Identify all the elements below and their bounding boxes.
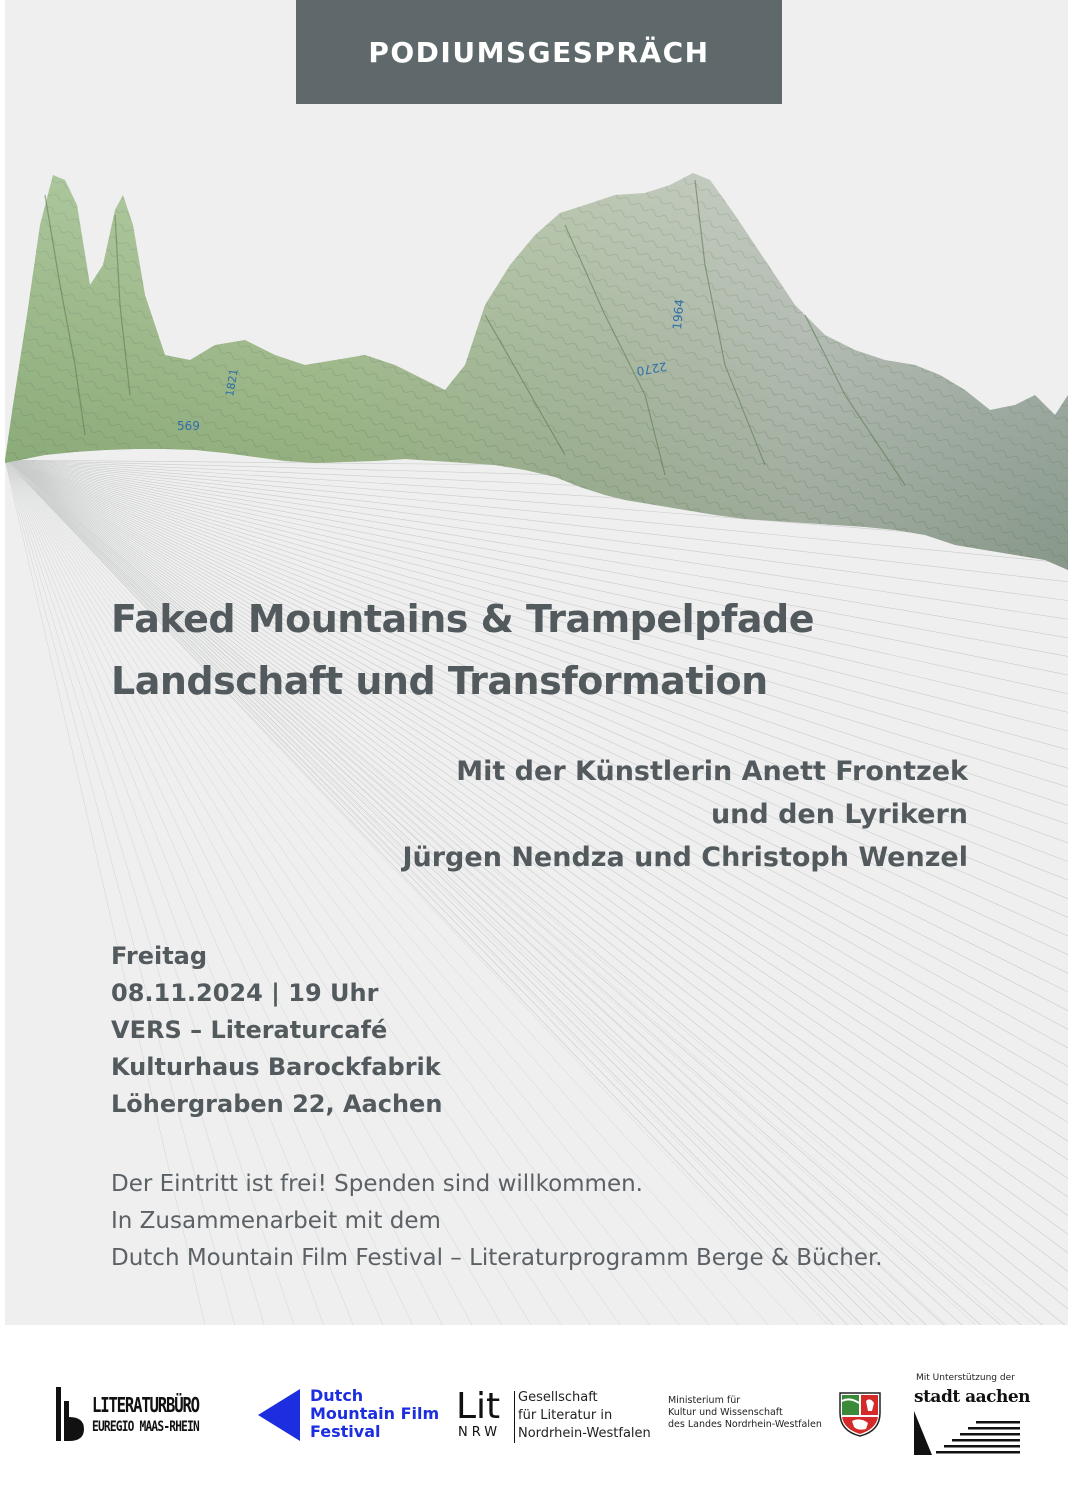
dmff-triangle-icon xyxy=(258,1389,302,1441)
lit-desc-line-1: Gesellschaft xyxy=(518,1390,598,1405)
literaturbuero-name: LITERATURBÜRO xyxy=(92,1393,199,1417)
participants-line-2: und den Lyrikern xyxy=(710,799,968,830)
aachen-support-label: Mit Unterstützung der xyxy=(916,1373,1015,1383)
ministerium-line-2: Kultur und Wissenschaft xyxy=(668,1407,783,1418)
event-notes xyxy=(111,1166,1031,1277)
stadt-aachen-logo xyxy=(914,1373,1031,1455)
title-line-1: Faked Mountains & Trampelpfade xyxy=(111,597,815,641)
lit-nrw-logo xyxy=(456,1387,656,1447)
lit-description xyxy=(518,1389,651,1443)
participants-line-1: Mit der Künstlerin Anett Frontzek xyxy=(456,756,968,787)
ministerium-line-3: des Landes Nordrhein-Westfalen xyxy=(668,1419,822,1430)
map-label: 569 xyxy=(177,419,200,433)
ministerium-line-1: Ministerium für xyxy=(668,1395,741,1406)
notes-line-1: Der Eintritt ist frei! Spenden sind willkommen. xyxy=(111,1171,643,1197)
lit-wordmark: Lit xyxy=(456,1386,501,1427)
nrw-crest-icon xyxy=(838,1391,882,1437)
literaturbuero-logo xyxy=(52,1387,232,1447)
event-date-time: 08.11.2024 | 19 Uhr xyxy=(111,979,379,1007)
sponsor-footer xyxy=(0,1325,1073,1500)
mountain-artwork xyxy=(5,165,1068,575)
notes-line-2: In Zusammenarbeit mit dem xyxy=(111,1208,441,1234)
lit-desc-line-3: Nordrhein-Westfalen xyxy=(518,1426,651,1441)
dmff-line-2: Mountain Film xyxy=(310,1404,440,1423)
event-day: Freitag xyxy=(111,942,208,970)
event-venue: VERS – Literaturcafé xyxy=(111,1016,388,1044)
title-line-2: Landschaft und Transformation xyxy=(111,659,768,703)
dmff-logo xyxy=(258,1387,448,1447)
event-building: Kulturhaus Barockfabrik xyxy=(111,1053,441,1081)
dmff-line-3: Festival xyxy=(310,1422,381,1441)
category-banner xyxy=(296,0,782,104)
event-title xyxy=(111,588,1011,712)
lit-divider xyxy=(514,1391,515,1443)
event-details xyxy=(111,938,711,1123)
banner-label: PODIUMSGESPRÄCH xyxy=(368,35,710,69)
event-address: Löhergraben 22, Aachen xyxy=(111,1090,443,1118)
participants xyxy=(268,750,968,879)
aachen-name: stadt aachen xyxy=(914,1387,1031,1407)
literaturbuero-mark-icon xyxy=(52,1387,86,1441)
dmff-line-1: Dutch xyxy=(310,1386,364,1405)
map-label: 2270 xyxy=(635,359,668,379)
map-label: 1821 xyxy=(223,367,241,398)
poster xyxy=(5,0,1068,1325)
dmff-name xyxy=(310,1387,439,1441)
lit-nrw-label: NRW xyxy=(458,1425,502,1440)
ministerium-logo xyxy=(668,1395,838,1435)
lit-desc-line-2: für Literatur in xyxy=(518,1408,613,1423)
map-label: 1964 xyxy=(670,298,687,331)
participants-line-3: Jürgen Nendza und Christoph Wenzel xyxy=(402,842,968,873)
literaturbuero-region: EUREGIO MAAS-RHEIN xyxy=(92,1419,199,1435)
aachen-stripes-icon xyxy=(914,1411,1020,1455)
notes-line-3: Dutch Mountain Film Festival – Literaturprogramm Berge & Bücher. xyxy=(111,1245,883,1271)
